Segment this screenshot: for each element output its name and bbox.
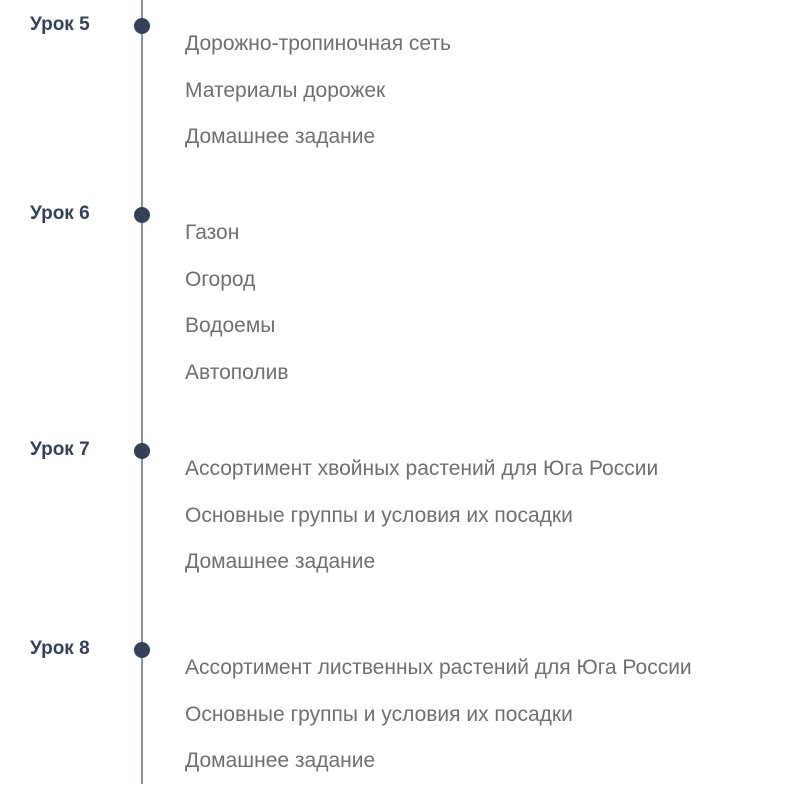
topic-item[interactable]: Автополив (185, 360, 289, 384)
lesson-title: Урок 6 (30, 203, 90, 224)
topic-item[interactable]: Домашнее задание (185, 550, 376, 573)
topic-list (185, 655, 692, 795)
timeline-dot-icon (134, 443, 150, 459)
topic-item[interactable]: Ассортимент хвойных растений для Юга России (185, 457, 659, 480)
lesson-title: Урок 5 (30, 14, 90, 35)
topic-item[interactable]: Водоемы (185, 314, 276, 337)
topic-item[interactable]: Основные группы и условия их посадки (185, 503, 573, 527)
topic-list (185, 456, 658, 596)
topic-item[interactable]: Домашнее задание (185, 125, 376, 148)
topic-list (185, 220, 289, 406)
timeline-dot-icon (134, 207, 150, 223)
topic-list (185, 31, 451, 171)
timeline-line (141, 0, 143, 784)
topic-item[interactable]: Огород (185, 267, 256, 291)
timeline-dot-icon (134, 18, 150, 34)
topic-item[interactable]: Материалы дорожек (185, 78, 386, 102)
topic-item[interactable]: Ассортимент лиственных растений для Юга России (185, 656, 692, 679)
topic-item[interactable]: Основные группы и условия их посадки (185, 702, 573, 726)
lesson-title: Урок 8 (30, 638, 90, 659)
timeline-dot-icon (134, 642, 150, 658)
topic-item[interactable]: Газон (185, 221, 240, 244)
lesson-title: Урок 7 (30, 439, 90, 460)
topic-item[interactable]: Дорожно-тропиночная сеть (185, 32, 451, 55)
topic-item[interactable]: Домашнее задание (185, 749, 376, 772)
